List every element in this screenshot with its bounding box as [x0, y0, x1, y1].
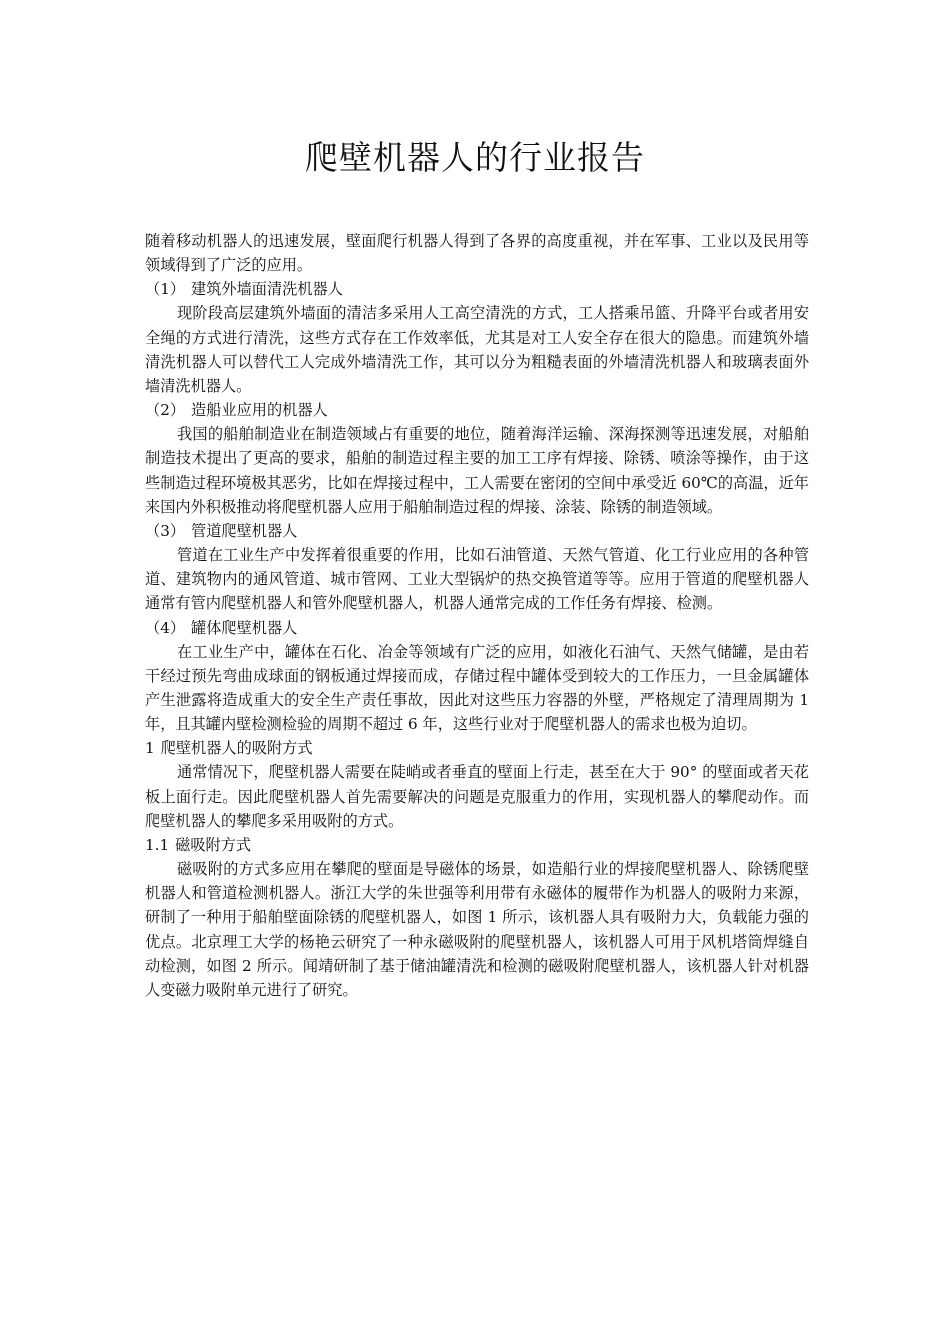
subsection-number: 1.1 — [145, 835, 170, 854]
section-paragraph-3: 管道在工业生产中发挥着很重要的作用，比如石油管道、天然气管道、化工行业应用的各种管道、建筑物内的通风管道、城市管网、工业大型锅炉的热交换管道等等。应用于管道的爬壁机器人通常有管内爬壁机器人和管外爬壁机器人，机器人通常完成的工作任务有焊接、检测。 — [145, 546, 809, 613]
section-heading-text: 造船业应用的机器人 — [191, 401, 328, 420]
section-heading-4 — [145, 616, 809, 640]
section-heading-text: 罐体爬壁机器人 — [191, 618, 298, 637]
section-heading-3 — [145, 519, 809, 543]
chapter-heading-text: 爬壁机器人的吸附方式 — [160, 739, 313, 758]
section-heading-text: 建筑外墙面清洗机器人 — [191, 280, 343, 299]
section-number: （2） — [145, 401, 186, 420]
intro-paragraph: 随着移动机器人的迅速发展，壁面爬行机器人得到了各界的高度重视，并在军事、工业以及民用等领域得到了广泛的应用。 — [145, 232, 809, 275]
subsection-paragraph-1-1: 磁吸附的方式多应用在攀爬的壁面是导磁体的场景，如造船行业的焊接爬壁机器人、除锈爬壁机器人和管道检测机器人。浙江大学的朱世强等利用带有永磁体的履带作为机器人的吸附力来源，研制了一种用于船舶壁面除锈的爬壁机器人，如图 1 所示，该机器人具有吸附力大，负载能力强的优点。北京理工大学的杨艳云研究了一种永磁吸附的爬壁机器人，该机器人可用于风机塔筒焊缝自动检测，如图 2 所示。闻靖研制了基于储油罐清洗和检测的磁吸附爬壁机器人，该机器人针对机器人变磁力吸附单元进行了研究。 — [145, 860, 809, 999]
chapter-number: 1 — [145, 739, 155, 758]
chapter-heading-1 — [145, 736, 809, 760]
subsection-heading-1-1 — [145, 833, 809, 857]
document-body — [145, 229, 809, 1002]
document-title: 爬壁机器人的行业报告 — [305, 138, 645, 177]
section-paragraph-2: 我国的船舶制造业在制造领域占有重要的地位，随着海洋运输、深海探测等迅速发展，对船舶制造技术提出了更高的要求，船舶的制造过程主要的加工工序有焊接、除锈、喷涂等操作，由于这些制造过程环境极其恶劣，比如在焊接过程中，工人需要在密闭的空间中承受近 60℃的高温，近年来国内外积极推动将爬壁机器人应用于船舶制造过程的焊接、涂装、除锈的制造领域。 — [145, 425, 809, 516]
chapter-paragraph-1: 通常情况下，爬壁机器人需要在陡峭或者垂直的壁面上行走，甚至在大于 90° 的壁面或者天花板上面行走。因此爬壁机器人首先需要解决的问题是克服重力的作用，实现机器人的攀爬动作。而爬壁机器人的攀爬多采用吸附的方式。 — [145, 763, 809, 830]
section-number: （4） — [145, 618, 186, 637]
subsection-heading-text: 磁吸附方式 — [175, 835, 252, 854]
section-number: （3） — [145, 521, 186, 540]
section-heading-text: 管道爬壁机器人 — [191, 521, 298, 540]
section-number: （1） — [145, 280, 186, 299]
section-paragraph-4: 在工业生产中，罐体在石化、冶金等领域有广泛的应用，如液化石油气、天然气储罐，是由若干经过预先弯曲成球面的钢板通过焊接而成，存储过程中罐体受到较大的工作压力，一旦金属罐体产生泄露将造成重大的安全生产责任事故，因此对这些压力容器的外壁，严格规定了清理周期为 1 年，且其罐内壁检测检验的周期不超过 6 年，这些行业对于爬壁机器人的需求也极为迫切。 — [145, 642, 809, 734]
section-heading-1 — [145, 277, 809, 301]
section-paragraph-1: 现阶段高层建筑外墙面的清洁多采用人工高空清洗的方式，工人搭乘吊篮、升降平台或者用安全绳的方式进行清洗，这些方式存在工作效率低，尤其是对工人安全存在很大的隐患。而建筑外墙清洗机器人可以替代工人完成外墙清洗工作，其可以分为粗糙表面的外墙清洗机器人和玻璃表面外墙清洗机器人。 — [145, 304, 809, 395]
section-heading-2 — [145, 398, 809, 422]
